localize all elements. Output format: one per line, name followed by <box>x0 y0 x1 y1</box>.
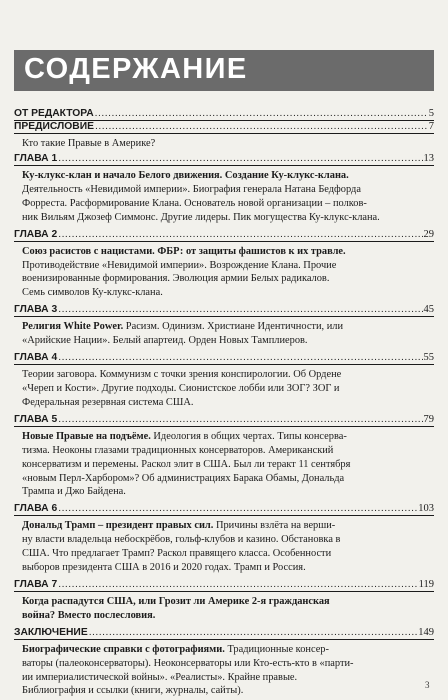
toc-entry-subtitle: Кто такие Правые в Америке? <box>22 138 156 149</box>
page-title: СОДЕРЖАНИЕ <box>24 53 248 85</box>
toc-entry-label: ЗАКЛЮЧЕНИЕ <box>14 626 88 638</box>
toc-entry-heading[interactable] <box>14 414 434 427</box>
dot-leader <box>58 503 417 515</box>
description-line: Новые Правые на подъёме. Идеология в общих чертах. Типы консерва- <box>22 430 347 442</box>
description-heading: Биографические справки с фотографиями. <box>22 643 225 655</box>
description-line: Когда распадутся США, или Грозит ли Америке 2-я гражданская <box>22 595 330 607</box>
toc-entry <box>14 352 434 414</box>
toc-entry-page: 55 <box>423 352 434 364</box>
description-line: ник Вильям Джозеф Симмонс. Другие лидеры. Пик могущества Ку-клукс-клана. <box>22 211 380 223</box>
toc-entry-heading[interactable] <box>14 579 434 592</box>
dot-leader <box>58 352 422 364</box>
toc-entry-heading[interactable] <box>14 229 434 242</box>
toc-entry-page: 5 <box>428 108 434 119</box>
dot-leader <box>58 229 422 241</box>
toc-entry-description <box>14 365 434 414</box>
toc-entry-page: 103 <box>418 503 434 515</box>
description-line: Ку-клукс-клан и начало Белого движения. Создание Ку-клукс-клана. <box>22 170 349 181</box>
toc-entry-page: 149 <box>418 626 434 638</box>
description-line: США. Что предлагает Трамп? Раскол правящего класса. Особенности <box>22 548 332 560</box>
description-line: ваторы (палеоконсерваторы). Неоконсерваторы или Кто-есть-кто в «парти- <box>22 657 354 669</box>
description-heading: Новые Правые на подъёме. <box>22 430 151 442</box>
toc-entry-label: ГЛАВА 4 <box>14 352 58 364</box>
table-of-contents <box>14 108 434 700</box>
toc-entry-heading[interactable] <box>14 352 434 365</box>
toc-entry-heading[interactable] <box>14 503 434 516</box>
dot-leader <box>58 153 422 165</box>
toc-entry <box>14 579 434 627</box>
description-line: «новым Перл-Харбором»? Об администрациях Барака Обамы, Дональда <box>22 472 345 484</box>
description-line: Федеральная резервная система США. <box>22 396 194 408</box>
description-line: Форреста. Расформирование Клана. Основатель новой организации – полков- <box>22 197 367 209</box>
description-line: война? Вместо послесловия. <box>22 609 156 621</box>
toc-entry-page: 13 <box>423 153 434 164</box>
toc-entry-heading[interactable] <box>14 153 434 166</box>
description-line: Теории заговора. Коммунизм с точки зрения конспирологии. Об Ордене <box>22 369 342 381</box>
description-line: Семь символов Ку-клукс-клана. <box>22 287 163 299</box>
description-line: выборов президента США в 2016 и 2020 годах. Трамп и Россия. <box>22 562 306 574</box>
toc-entry-label: ГЛАВА 5 <box>14 413 58 425</box>
toc-entry-label: ГЛАВА 2 <box>14 228 58 240</box>
description-heading: Дональд Трамп – президент правых сил. <box>22 520 214 532</box>
toc-entry <box>14 627 434 700</box>
dot-leader <box>95 121 428 133</box>
dot-leader <box>58 579 417 591</box>
toc-entry-heading[interactable] <box>14 121 434 134</box>
toc-entry-description <box>14 242 434 305</box>
toc-entry <box>14 108 434 121</box>
description-line: Деятельность «Невидимой империи». Биография генерала Натана Бедфорда <box>22 183 361 195</box>
toc-entry-description <box>14 516 434 579</box>
toc-entry-label: ГЛАВА 6 <box>14 503 58 515</box>
description-line: военизированные формирования. Эволюция армии Белых радикалов. <box>22 273 330 285</box>
description-line: Библиография и ссылки (книги, журналы, сайты). <box>22 685 244 697</box>
toc-entry-heading[interactable] <box>14 627 434 640</box>
toc-entry <box>14 121 434 153</box>
toc-entry <box>14 414 434 504</box>
toc-entry-description <box>14 640 434 700</box>
description-line: ну власти владельца небоскрёбов, гольф-клубов и казино. Обстановка в <box>22 534 341 546</box>
toc-entry-page: 119 <box>418 578 434 590</box>
toc-entry-heading[interactable] <box>14 108 434 121</box>
toc-entry-page: 29 <box>423 228 434 240</box>
description-line: Союз расистов с нацистами. ФБР: от защиты фашистов к их травле. <box>22 245 346 257</box>
dot-leader <box>95 108 428 120</box>
dot-leader <box>58 304 422 316</box>
toc-entry-page: 7 <box>428 121 434 132</box>
toc-entry-page: 79 <box>423 413 434 425</box>
toc-entry-description <box>14 427 434 504</box>
description-line: Религия White Power. Расизм. Одинизм. Христиане Идентичности, или <box>22 321 344 333</box>
description-line: Противодействие «Невидимой империи». Возрождение Клана. Прочие <box>22 259 337 271</box>
dot-leader <box>58 414 422 426</box>
toc-entry-label: ГЛАВА 7 <box>14 578 58 590</box>
toc-entry-heading[interactable] <box>14 304 434 317</box>
toc-entry-description <box>14 166 434 229</box>
toc-entry-page: 45 <box>423 304 434 316</box>
dot-leader <box>89 627 418 639</box>
toc-entry-label: ОТ РЕДАКТОРА <box>14 108 94 119</box>
toc-entry-label: ГЛАВА 3 <box>14 304 58 316</box>
description-line: Биографические справки с фотографиями. Традиционные консер- <box>22 643 329 655</box>
toc-entry <box>14 304 434 352</box>
toc-entry-description <box>14 317 434 352</box>
page-number: 3 <box>425 680 430 690</box>
toc-entry <box>14 503 434 579</box>
toc-entry-description <box>14 592 434 627</box>
description-line: ии империалистической войны». «Реалисты». Крайне правые. <box>22 671 298 683</box>
toc-entry-label: ГЛАВА 1 <box>14 153 58 164</box>
description-line: «Череп и Кости». Другие подходы. Сионистское лобби или ЗОГ? ЗОГ и <box>22 382 340 394</box>
description-line: «Арийские Нации». Белый апартеид. Орден Новых Тамплиеров. <box>22 335 308 347</box>
description-line: консерватизм и перемены. Раскол элит в США. Был ли теракт 11 сентября <box>22 458 351 470</box>
description-heading: Религия White Power. <box>22 321 124 333</box>
description-line: тизма. Неоконы глазами традиционных консерваторов. Американский <box>22 444 334 456</box>
toc-entry <box>14 153 434 229</box>
description-line: Трампа и Джо Байдена. <box>22 486 126 498</box>
toc-entry-label: ПРЕДИСЛОВИЕ <box>14 121 94 132</box>
toc-entry <box>14 229 434 305</box>
description-line: Дональд Трамп – президент правых сил. Причины взлёта на верши- <box>22 520 336 532</box>
contents-banner <box>14 50 434 91</box>
